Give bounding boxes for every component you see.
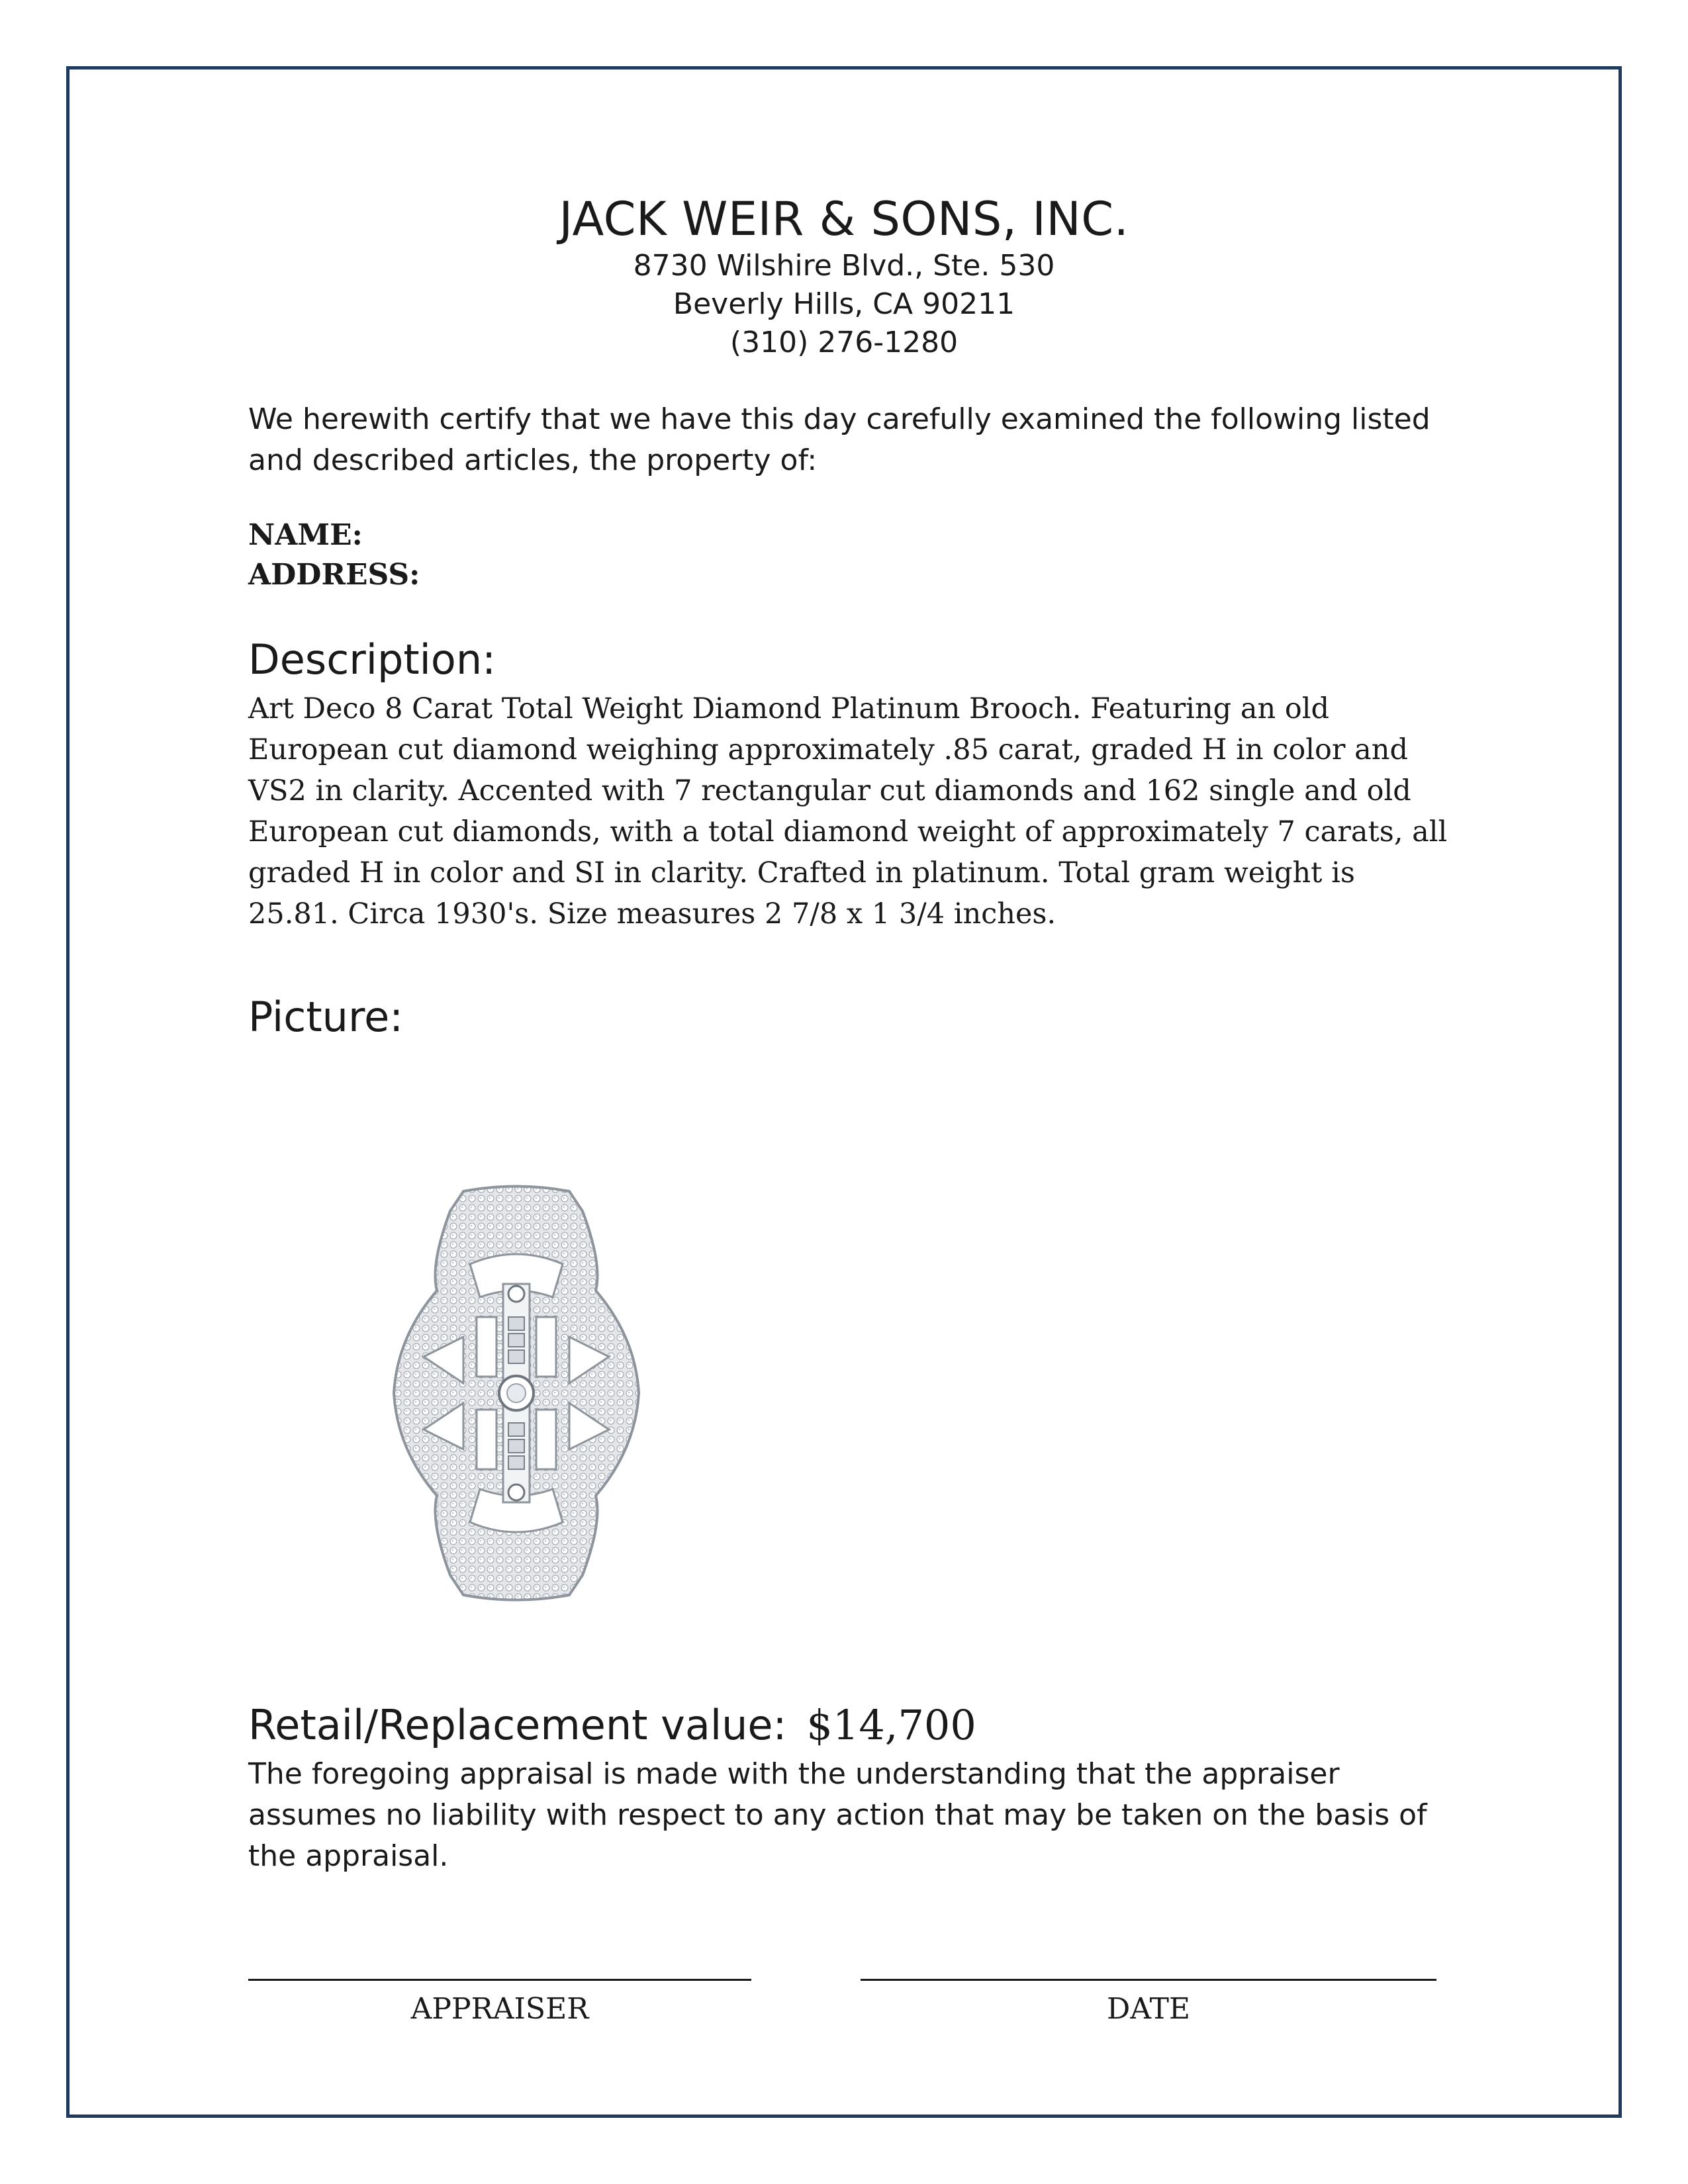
certification-text: We herewith certify that we have this day carefully examined the following listed and described articles, the property of: (248, 402, 1430, 477)
owner-address-label: ADDRESS: (248, 558, 420, 592)
valuation-amount: $14,700 (806, 1701, 976, 1749)
company-phone: (310) 276-1280 (729, 326, 959, 359)
owner-name-label: NAME: (248, 518, 363, 552)
description-heading: Description: (248, 635, 496, 684)
appraiser-signature-line (248, 1979, 751, 1981)
date-label: DATE (1106, 1992, 1191, 2026)
appraiser-label: APPRAISER (410, 1992, 589, 2026)
valuation-label: Retail/Replacement value: (248, 1701, 787, 1749)
company-name: JACK WEIR & SONS, INC. (559, 192, 1129, 246)
brooch-photo (384, 1185, 649, 1602)
company-address-line1: 8730 Wilshire Blvd., Ste. 530 (633, 249, 1055, 283)
picture-heading: Picture: (248, 993, 404, 1041)
disclaimer-text: The foregoing appraisal is made with the understanding that the appraiser assumes no liability with respect to any action that may be taken on the basis of the appraisal. (248, 1757, 1427, 1873)
company-address-line2: Beverly Hills, CA 90211 (673, 287, 1015, 321)
description-text: Art Deco 8 Carat Total Weight Diamond Platinum Brooch. Featuring an old European cut diamond weighing approximately .85 carat, graded H in color and VS2 in clarity. Accented with 7 rectangular cut diamonds and 162 single and old European cut diamonds, with a total diamond weight of approximately 7 carats, all graded H in color and SI in clarity. Crafted in platinum. Total gram weight is 25.81. Circa 1930's. Size measures 2 7/8 x 1 3/4 inches. (248, 692, 1448, 931)
date-signature-line (861, 1979, 1436, 1981)
valuation-row (248, 1701, 976, 1749)
